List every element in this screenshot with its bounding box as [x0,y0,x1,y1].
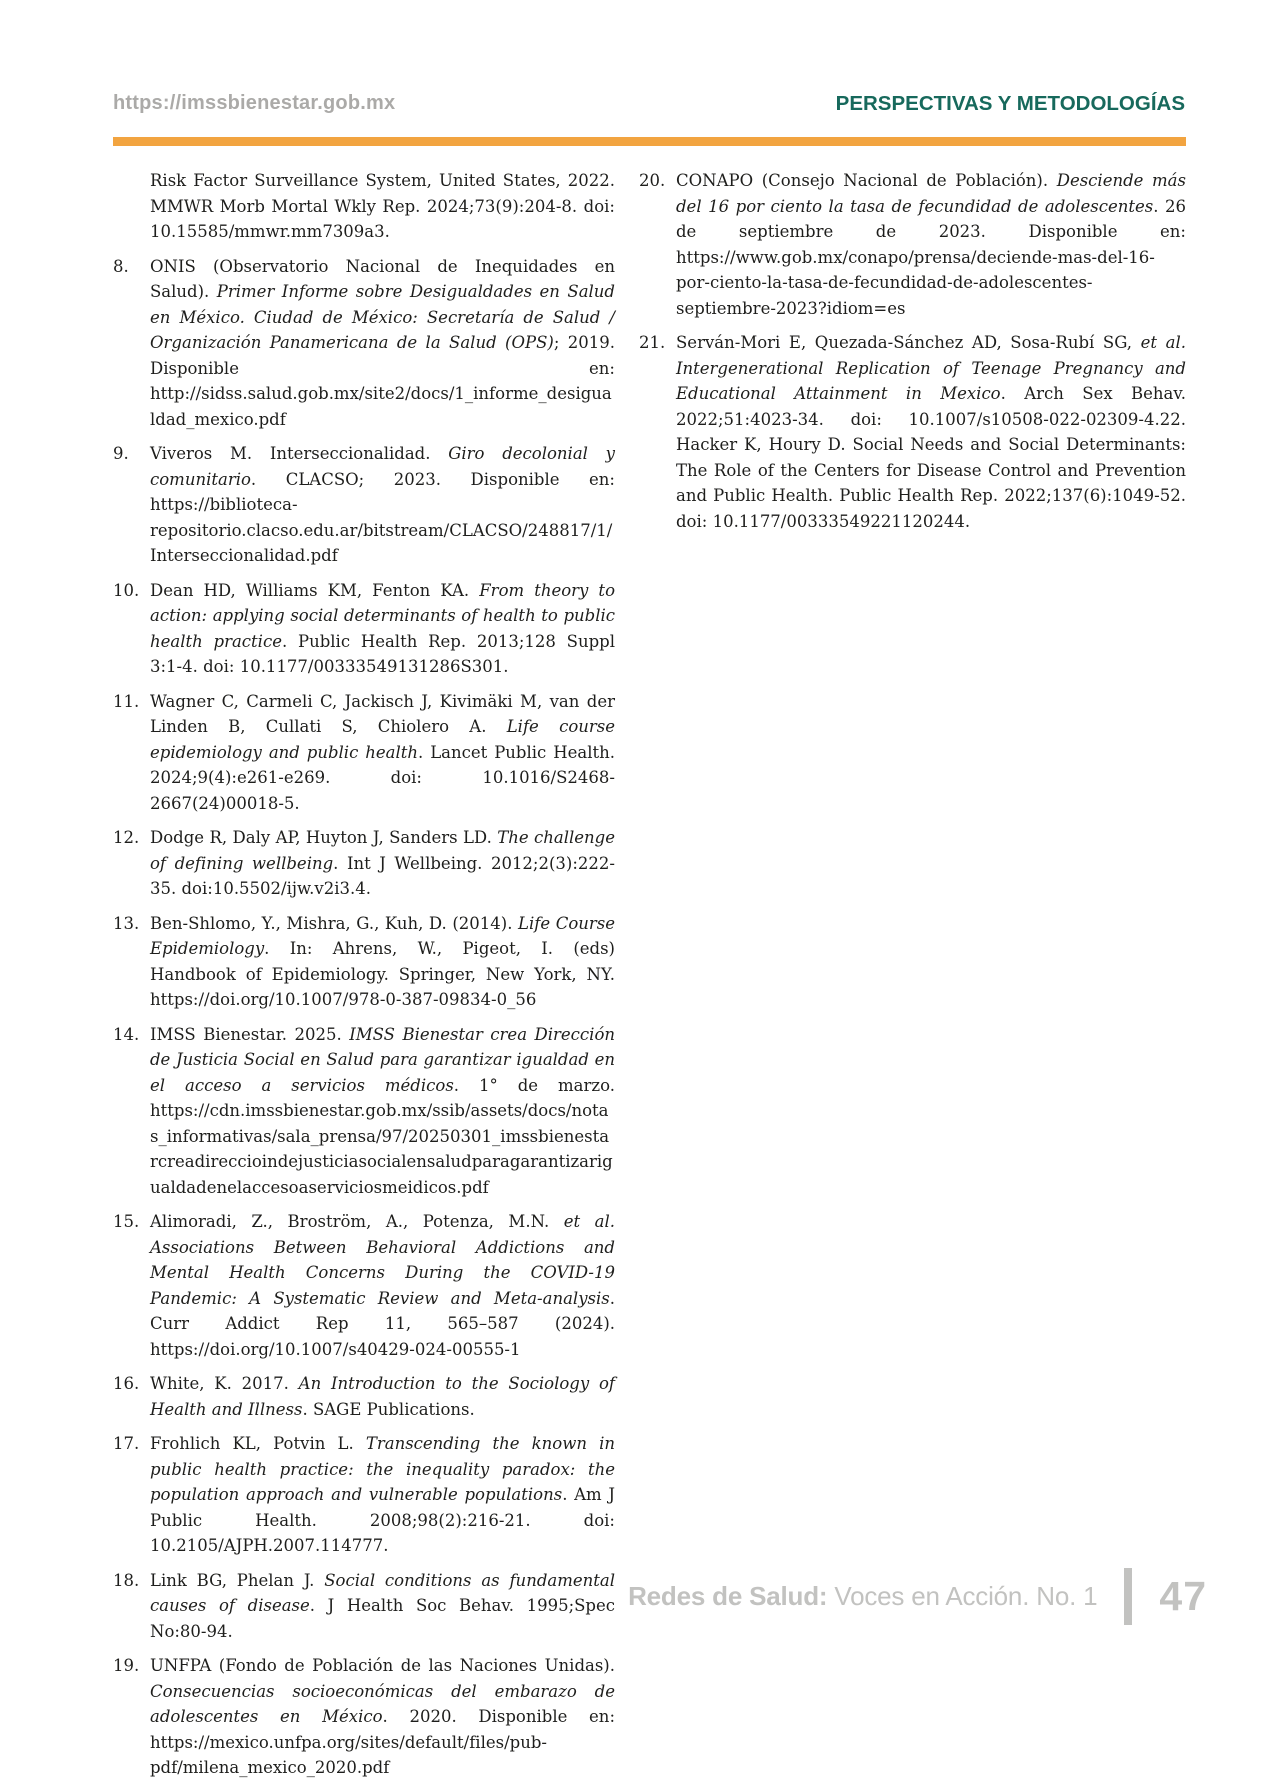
reference-item [113,1653,615,1781]
reference-item [113,825,615,902]
reference-number: 19. [113,1656,140,1675]
reference-item [113,441,615,569]
reference-text: Alimoradi, Z., Broström, A., Potenza, M.N. et al. Associations Between Behavioral Addictions and Mental Health Concerns During the COVID-19 Pandemic: A Systematic Review and Meta-analysis. Curr Addict Rep 11, 565–587 (2024). https://doi.org/10.1007/s40429-024-00555-1 [150,1212,616,1359]
reference-number: 8. [113,256,129,276]
reference-text: Wagner C, Carmeli C, Jackisch J, Kivimäki M, van der Linden B, Cullati S, Chiolero A. Life course epidemiology and public health. Lancet Public Health. 2024;9(4):e261-e269. doi: 10.1016/S2468-2667(24)00018-5. [150,691,615,813]
reference-text: ONIS (Observatorio Nacional de Inequidades en Salud). Primer Informe sobre Desigualdades en Salud en México. Ciudad de México: Secretaría de Salud / Organización Panamericana de la Salud (OPS); 2019. Disponible en: http://sidss.salud.gob.mx/site2/docs/1_informe_desigualdad_mexico.pdf [150,256,615,429]
reference-item [113,1022,615,1201]
reference-text: CONAPO (Consejo Nacional de Población). Desciende más del 16 por ciento la tasa de fecundidad de adolescentes. 26 de septiembre de 2023. Disponible en: https://www.gob.mx/conapo/prensa/deciende-mas-del-16-por-ciento-la-tasa-de-fecundidad-de-adolescentes-septiembre-2023?idiom=es [676,171,1186,318]
publication-title-rest: Voces en Acción. No. 1 [827,1580,1098,1611]
page-number: 47 [1159,1572,1207,1619]
references-right-column [639,168,1186,1790]
reference-text: Dodge R, Daly AP, Huyton J, Sanders LD. The challenge of defining wellbeing. Int J Wellbeing. 2012;2(3):222-35. doi:10.5502/ijw.v2i3.4. [150,828,615,898]
reference-item [113,689,615,817]
reference-text: Serván-Mori E, Quezada-Sánchez AD, Sosa-Rubí SG, et al. Intergenerational Replication of Teenage Pregnancy and Educational Attainment in Mexico. Arch Sex Behav. 2022;51:4023-34. doi: 10.1007/s10508-022-02309-4.22. Hacker K, Houry D. Social Needs and Social Determinants: The Role of the Centers for Disease Control and Prevention and Public Health. Public Health Rep. 2022;137(6):1049-52. doi: 10.1177/00333549221120244. [676,333,1186,531]
reference-item [113,168,615,245]
reference-number: 14. [113,1024,140,1044]
reference-number: 20. [639,171,666,190]
reference-number: 13. [113,913,140,933]
reference-item [639,330,1186,534]
reference-number: 15. [113,1212,140,1231]
footer-divider-bar [1124,1568,1132,1625]
publication-title [628,1581,1097,1612]
reference-item [113,911,615,1013]
header-site-url: https://imssbienestar.gob.mx [113,92,396,114]
page-footer [628,1566,1207,1626]
reference-text: Link BG, Phelan J. Social conditions as fundamental causes of disease. J Health Soc Behav. 1995;Spec No:80-94. [150,1570,615,1641]
header-section-title: PERSPECTIVAS Y METODOLOGÍAS [835,92,1185,115]
reference-item [113,254,615,433]
publication-title-bold: Redes de Salud: [628,1580,828,1611]
reference-text: Risk Factor Surveillance System, United States, 2022. MMWR Morb Mortal Wkly Rep. 2024;73(9):204-8. doi: 10.15585/mmwr.mm7309a3. [150,171,615,241]
references-columns [113,168,1186,1790]
reference-item [113,1371,615,1422]
reference-text: Ben-Shlomo, Y., Mishra, G., Kuh, D. (2014). Life Course Epidemiology. In: Ahrens, W., Pigeot, I. (eds) Handbook of Epidemiology. Springer, New York, NY. https://doi.org/10.1007/978-0-387-09834-0_56 [150,913,616,1009]
reference-text: Dean HD, Williams KM, Fenton KA. From theory to action: applying social determinants of health to public health practice. Public Health Rep. 2013;128 Suppl 3:1-4. doi: 10.1177/00333549131286S301. [150,580,615,676]
reference-number: 11. [113,691,140,711]
reference-text: Frohlich KL, Potvin L. Transcending the known in public health practice: the inequality paradox: the population approach and vulnerable populations. Am J Public Health. 2008;98(2):216-21. doi: 10.2105/AJPH.2007.114777. [150,1434,615,1555]
reference-number: 9. [113,444,129,463]
reference-item [113,1209,615,1362]
reference-text: IMSS Bienestar. 2025. IMSS Bienestar crea Dirección de Justicia Social en Salud para garantizar igualdad en el acceso a servicios médicos. 1° de marzo. https://cdn.imssbienestar.gob.mx/ssib/assets/docs/notas_informativas/sala_prensa/97/20250301_imssbienestarcreadireccioindejusticiasocialensaludparagarantizarigualdadenelaccesoaserviciosmeidicos.pdf [150,1024,615,1197]
reference-number: 12. [113,828,140,847]
reference-number: 10. [113,580,140,600]
reference-text: Viveros M. Interseccionalidad. Giro decolonial y comunitario. CLACSO; 2023. Disponible en: https://biblioteca-repositorio.clacso.edu.ar/bitstream/CLACSO/248817/1/Interseccionalidad.pdf [150,444,615,565]
reference-number [113,168,150,245]
reference-item [113,1568,615,1645]
reference-number: 16. [113,1374,140,1393]
reference-text: White, K. 2017. An Introduction to the Sociology of Health and Illness. SAGE Publications. [150,1374,615,1419]
reference-number: 17. [113,1434,140,1453]
references-left-column [113,168,615,1790]
header-orange-rule [113,137,1186,146]
reference-item [113,1431,615,1559]
reference-item [639,168,1186,321]
reference-number: 18. [113,1570,140,1590]
reference-text: UNFPA (Fondo de Población de las Naciones Unidas). Consecuencias socioeconómicas del embarazo de adolescentes en México. 2020. Disponible en: https://mexico.unfpa.org/sites/default/files/pub-pdf/milena_mexico_2020.pdf [150,1656,615,1777]
reference-number: 21. [639,333,666,352]
reference-item [113,578,615,680]
